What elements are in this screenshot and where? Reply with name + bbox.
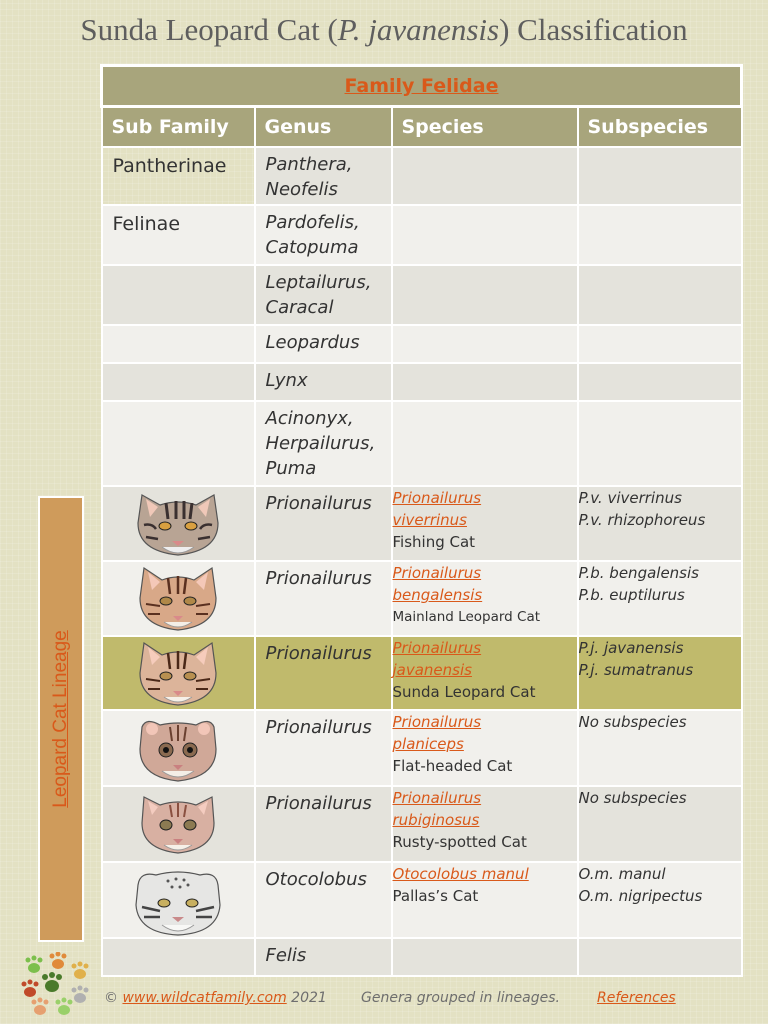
face-cell — [102, 561, 255, 635]
footer-note: Genera grouped in lineages. — [361, 990, 560, 1006]
genus-cell — [255, 401, 392, 486]
genus-cell — [255, 561, 392, 635]
genus-label: Prionailurus — [265, 792, 372, 814]
face-cell — [102, 862, 255, 938]
paw-icon — [22, 980, 39, 998]
table-row — [102, 363, 742, 401]
subspecies-cell — [578, 325, 742, 363]
subfamily-cell — [102, 147, 255, 205]
genus-label: Panthera, — [265, 154, 353, 176]
subfamily-cell — [102, 265, 255, 325]
header-subspecies: Subspecies — [578, 107, 742, 148]
subspecies-label: P.j. sumatranus — [578, 660, 694, 679]
face-cell — [102, 636, 255, 710]
subspecies-cell — [578, 486, 742, 561]
species-cell — [392, 401, 578, 486]
genus-cell — [255, 486, 392, 561]
mainland-leopard-cat-face-icon — [136, 564, 220, 632]
classification-table — [100, 64, 743, 977]
species-link-epithet[interactable]: javanensis — [392, 660, 472, 679]
subfamily-cell — [102, 363, 255, 401]
species-cell — [392, 486, 578, 561]
species-link-name[interactable]: Otocolobus manul — [392, 864, 529, 883]
genus-label: Catopuma — [265, 237, 359, 259]
species-cell — [392, 561, 578, 635]
face-cell — [102, 710, 255, 786]
genus-label: Prionailurus — [265, 568, 372, 590]
subspecies-cell — [578, 147, 742, 205]
species-link-genus[interactable]: Prionailurus — [392, 564, 482, 583]
genus-label: Leopardus — [265, 332, 360, 354]
subfamily-cell — [102, 938, 255, 976]
table-row — [102, 710, 742, 786]
table-row — [102, 561, 742, 635]
copyright-year: 2021 — [291, 990, 327, 1006]
copyright-symbol: © — [104, 990, 118, 1006]
subspecies-label: P.v. rhizophoreus — [578, 511, 706, 530]
title-species: P. javanensis — [337, 12, 500, 47]
genus-label: Caracal — [265, 297, 334, 319]
species-cell — [392, 862, 578, 938]
species-link-genus[interactable]: Prionailurus — [392, 712, 482, 731]
genus-label: Neofelis — [265, 179, 338, 201]
species-cell — [392, 205, 578, 265]
genus-cell — [255, 862, 392, 938]
subspecies-cell — [578, 862, 742, 938]
subspecies-label: No subspecies — [578, 788, 687, 807]
common-name: Pallas’s Cat — [392, 886, 479, 905]
common-name: Rusty-spotted Cat — [392, 832, 527, 851]
subspecies-cell — [578, 786, 742, 862]
species-cell — [392, 363, 578, 401]
species-link[interactable] — [393, 787, 577, 831]
table-row — [102, 147, 742, 205]
species-link-genus[interactable]: Prionailurus — [392, 489, 482, 508]
species-link[interactable] — [393, 562, 577, 606]
references-link[interactable]: References — [597, 990, 676, 1006]
genus-cell — [255, 147, 392, 205]
genus-cell — [255, 938, 392, 976]
species-cell — [392, 938, 578, 976]
genus-label: Pardofelis, — [265, 212, 360, 234]
subspecies-cell — [578, 710, 742, 786]
genus-label: Puma — [265, 458, 317, 480]
page-title — [0, 12, 768, 48]
face-cell — [102, 486, 255, 561]
common-name: Sunda Leopard Cat — [392, 682, 536, 701]
species-cell — [392, 786, 578, 862]
genus-cell — [255, 265, 392, 325]
subspecies-cell — [578, 363, 742, 401]
subspecies-cell — [578, 265, 742, 325]
family-link[interactable]: Family Felidae — [344, 75, 499, 98]
table-row — [102, 786, 742, 862]
family-cell — [102, 66, 742, 107]
header-row — [102, 107, 742, 148]
species-cell — [392, 710, 578, 786]
table-row — [102, 486, 742, 561]
rusty-spotted-cat-face-icon — [138, 789, 218, 855]
genus-label: Felis — [265, 944, 307, 966]
species-link-genus[interactable]: Prionailurus — [392, 638, 482, 657]
paw-prints-logo-icon — [20, 952, 92, 1016]
title-prefix: Sunda Leopard Cat ( — [80, 12, 338, 47]
genus-cell — [255, 363, 392, 401]
paw-icon — [32, 998, 49, 1016]
species-link[interactable] — [393, 637, 577, 681]
subfamily-cell — [102, 325, 255, 363]
subspecies-label: O.m. manul — [578, 864, 666, 883]
paw-icon — [26, 956, 43, 974]
title-suffix: ) Classification — [499, 12, 688, 47]
subspecies-label: P.b. bengalensis — [578, 564, 699, 583]
genus-label: Lynx — [265, 370, 308, 392]
table-row — [102, 938, 742, 976]
genus-label: Prionailurus — [265, 493, 372, 515]
species-cell — [392, 325, 578, 363]
subfamily-cell — [102, 205, 255, 265]
genus-label: Prionailurus — [265, 642, 372, 664]
common-name: Fishing Cat — [392, 533, 476, 552]
species-link-epithet[interactable]: bengalensis — [392, 586, 483, 605]
paw-icon — [42, 972, 62, 992]
paw-icon — [56, 998, 73, 1016]
sunda-leopard-cat-face-icon — [136, 639, 220, 707]
genus-label: Prionailurus — [265, 716, 372, 738]
genus-cell — [255, 325, 392, 363]
common-name: Flat-headed Cat — [392, 756, 513, 775]
subspecies-label: No subspecies — [578, 712, 687, 731]
table-row — [102, 401, 742, 486]
header-species: Species — [392, 107, 578, 148]
species-link[interactable] — [393, 711, 577, 755]
table-row — [102, 265, 742, 325]
subspecies-label: P.v. viverrinus — [578, 489, 682, 508]
paw-icon — [72, 986, 89, 1004]
species-link[interactable] — [393, 487, 577, 531]
subfamily-label: Felinae — [112, 213, 181, 236]
genus-label: Herpailurus, — [265, 433, 376, 455]
lineage-link[interactable]: Leopard Cat Lineage — [50, 630, 71, 808]
genus-label: Otocolobus — [265, 868, 367, 890]
pallas-cat-face-icon — [132, 865, 224, 937]
genus-cell — [255, 636, 392, 710]
subspecies-label: P.b. euptilurus — [578, 586, 685, 605]
leopard-cat-lineage-bar — [38, 496, 84, 942]
site-link[interactable]: www.wildcatfamily.com — [122, 990, 287, 1006]
species-link-epithet[interactable]: viverrinus — [392, 511, 467, 530]
species-link[interactable] — [393, 863, 577, 885]
subspecies-cell — [578, 401, 742, 486]
subspecies-cell — [578, 938, 742, 976]
subspecies-cell — [578, 636, 742, 710]
table-row — [102, 862, 742, 938]
table-row — [102, 325, 742, 363]
fishing-cat-face-icon — [132, 489, 224, 559]
paw-icon — [50, 952, 67, 969]
table-row-highlighted — [102, 636, 742, 710]
genus-cell — [255, 786, 392, 862]
genus-label: Acinonyx, — [265, 408, 354, 430]
header-subfamily: Sub Family — [102, 107, 255, 148]
header-genus: Genus — [255, 107, 392, 148]
species-link-genus[interactable]: Prionailurus — [392, 788, 482, 807]
species-link-epithet[interactable]: planiceps — [392, 734, 464, 753]
subspecies-cell — [578, 561, 742, 635]
species-link-epithet[interactable]: rubiginosus — [392, 810, 480, 829]
face-cell — [102, 786, 255, 862]
subfamily-cell — [102, 401, 255, 486]
species-cell — [392, 636, 578, 710]
family-row — [102, 66, 742, 107]
species-cell — [392, 265, 578, 325]
flat-headed-cat-face-icon — [136, 713, 220, 783]
copyright — [104, 990, 327, 1006]
genus-cell — [255, 710, 392, 786]
subspecies-label: P.j. javanensis — [578, 638, 684, 657]
paw-icon — [72, 962, 89, 980]
genus-label: Leptailurus, — [265, 272, 372, 294]
species-cell — [392, 147, 578, 205]
subspecies-cell — [578, 205, 742, 265]
table-row — [102, 205, 742, 265]
subfamily-label: Pantherinae — [112, 155, 227, 178]
genus-cell — [255, 205, 392, 265]
common-name: Mainland Leopard Cat — [392, 609, 541, 626]
subspecies-label: O.m. nigripectus — [578, 886, 703, 905]
